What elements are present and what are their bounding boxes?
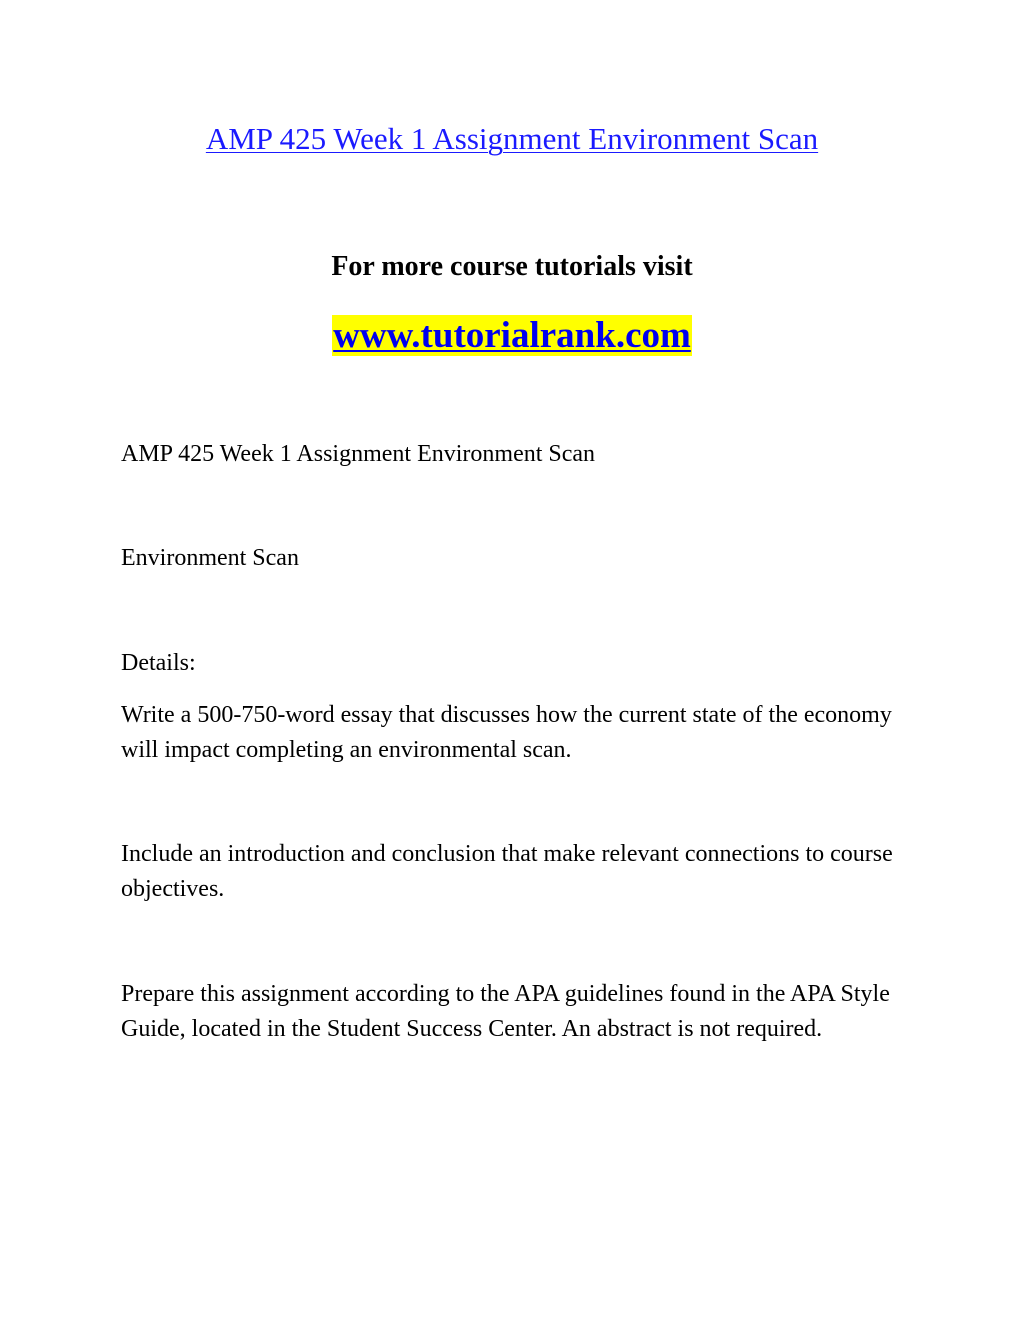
title-heading xyxy=(0,118,1024,160)
visit-text: For more course tutorials visit xyxy=(331,251,693,282)
paragraph-apa: Prepare this assignment according to the APA guidelines found in the APA Style Guide, located in the Student Success Center. An abstract is not required. xyxy=(121,981,890,1042)
paragraph-essay: Write a 500-750-word essay that discusses how the current state of the economy will impact completing an environmental scan. xyxy=(121,702,892,763)
site-link[interactable]: www.tutorialrank.com xyxy=(333,315,691,356)
paragraph-introduction: Include an introduction and conclusion that make relevant connections to course objectives. xyxy=(121,841,893,902)
site-link-container xyxy=(0,313,1024,359)
title-link[interactable]: AMP 425 Week 1 Assignment Environment Scan xyxy=(205,121,819,156)
details-label: Details: xyxy=(121,650,196,676)
assignment-subheading: Environment Scan xyxy=(121,545,299,571)
assignment-heading: AMP 425 Week 1 Assignment Environment Scan xyxy=(121,441,596,467)
